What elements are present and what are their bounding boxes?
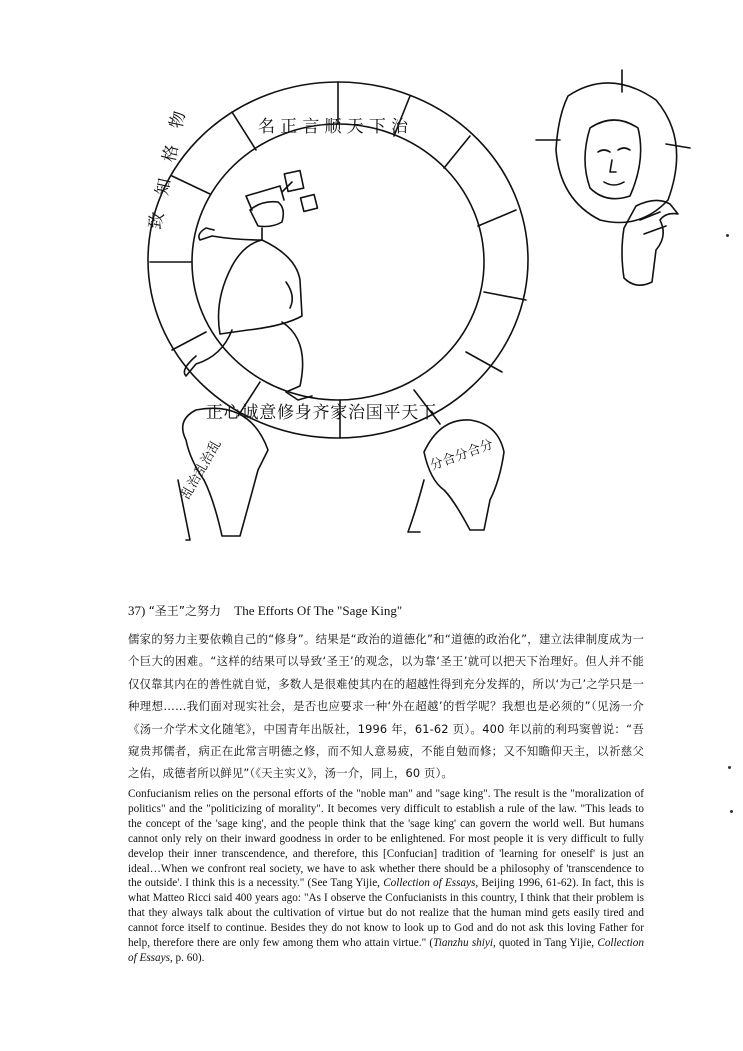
right-stand xyxy=(424,420,504,530)
figure-title-en: The Efforts Of The "Sage King" xyxy=(234,603,403,618)
ring-text-bottom: 正心诚意修身齐家治国平天下 xyxy=(206,403,436,423)
citation-title: Tianzhu shiyi xyxy=(433,937,493,950)
english-paragraph xyxy=(128,787,644,966)
chinese-text: 儒家的努力主要依赖自己的“修身”。结果是“政治的道德化”和“道德的政治化”，建立法律制度成为一个巨大的困难。“这样的结果可以导致‘圣王’的观念，以为靠‘圣王’就可以把天下治理好。但人并不能仅仅靠其内在的善性就自觉，多数人是很难使其内在的超越性得到充分发挥的，所以‘为己’之学只是一种理想……我们面对现实社会，是否也应要求一种‘外在超越’的哲学呢？我想也是必须的”（见汤一介《汤一介学术文化随笔》，中国青年出版社，1996 年，61-62 页）。400 年以前的利玛窦曾说：“吾窥贵邦儒者，病正在此常言明德之修，而不知人意易疲，不能自勉而修；又不知瞻仰天主，以祈慈父之佑，成德者所以鲜见”（《天主实义》，汤一介，同上，60 页）。 xyxy=(128,632,644,781)
figure-caption xyxy=(128,602,688,619)
english-text: Confucianism relies on the personal efforts of the "noble man" and "sage king". The result is the "moralization of politics" and the "politicizing of morality". It becomes very difficult to establish a rule of the law. "This leads to the concept of the 'sage king', and the people think that the 'sage king' can govern the world well. But humans cannot only rely on their inward goodness in order to be enlightened. For most people it is very difficult to fully develop their inner transcendence, and therefore, this [Confucian] tradition of 'learning for oneself' is just an ideal…When we confront real society, we have to ask whether there should be a philosophy of 'transcendence to the outside'. I think this is a necessity." (See Tang Yijie, Collection of Essays, Beijing 1996, 61-62). In fact, this is what Matteo Ricci said 400 years ago: "As I observe the Confucianists in this country, I think that their problem is that they always talk about the cultivation of virtue but do not realize that the human mind gets easily tired and cannot force itself to continue. Besides they do not know to look up to God and do not ask this loving Father for help, therefore there are only few among them who attain virtue." (Tianzhu shiyi, quoted in Tang Yijie, Collection of Essays, p. 60). xyxy=(128,788,645,964)
reaching-hand xyxy=(622,200,678,285)
left-stand-text: 乱治乱治乱 xyxy=(178,437,225,502)
ring-text-left: 致知格物 xyxy=(145,109,190,232)
scan-speck xyxy=(730,810,733,813)
chinese-paragraph xyxy=(128,628,644,785)
right-stand-text: 分合分合分 xyxy=(428,437,496,474)
haloed-head xyxy=(536,70,690,223)
figure-number: 37) xyxy=(128,603,146,618)
wheel-inner-ring xyxy=(192,124,484,400)
figure-title-zh: “圣王”之努力 xyxy=(148,604,222,618)
scan-speck xyxy=(726,234,729,237)
citation-title: Collection of Essays xyxy=(128,937,644,964)
citation-title: Collection of Essays xyxy=(383,877,476,890)
scan-speck xyxy=(728,766,731,769)
ring-text-top: 名正言顺天下治 xyxy=(258,117,408,137)
